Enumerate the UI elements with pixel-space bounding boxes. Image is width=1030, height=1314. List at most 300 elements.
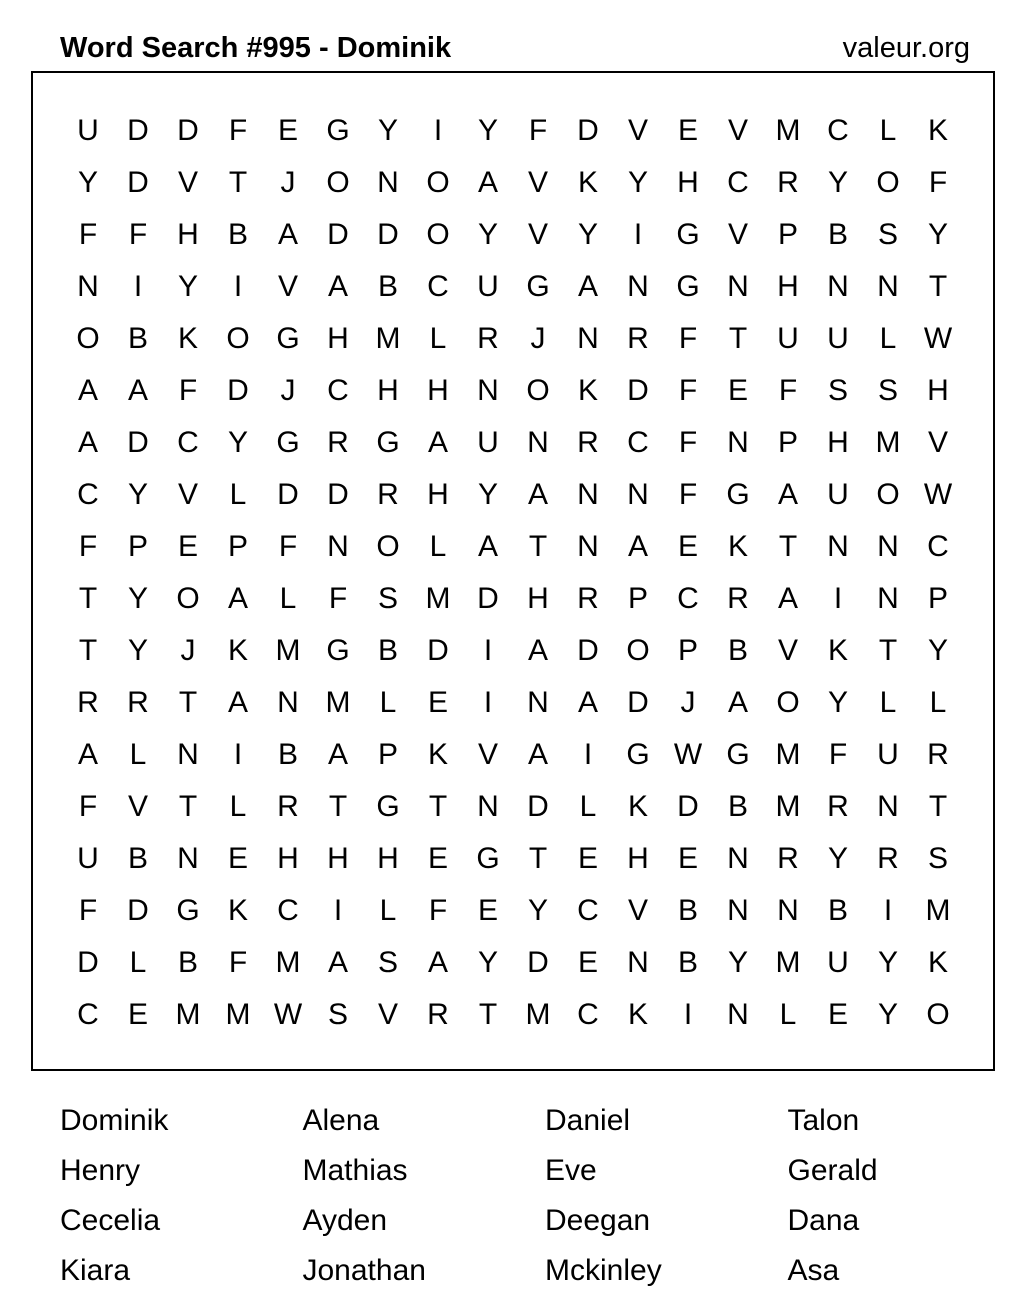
grid-cell: I xyxy=(233,738,243,771)
grid-cell: Y xyxy=(177,270,198,303)
grid-cell: N xyxy=(877,270,899,303)
grid-cell: C xyxy=(277,894,299,927)
grid-cell: O xyxy=(76,322,100,355)
grid-cell: H xyxy=(777,270,799,303)
grid-cell: V xyxy=(377,998,398,1031)
grid-cell: K xyxy=(627,998,648,1031)
grid-cell: N xyxy=(627,946,649,979)
grid-cell: H xyxy=(377,842,399,875)
puzzle-title: Word Search #995 - Dominik xyxy=(60,32,452,64)
grid-cell: E xyxy=(827,998,848,1031)
grid-cell: P xyxy=(777,426,798,459)
grid-cell: T xyxy=(328,790,348,823)
grid-cell: O xyxy=(326,166,350,199)
grid-cell: D xyxy=(427,634,449,667)
grid-cell: H xyxy=(177,218,199,251)
grid-cell: E xyxy=(277,114,298,147)
grid-cell: A xyxy=(527,478,548,511)
grid-cell: D xyxy=(577,114,599,147)
grid-cell: H xyxy=(427,478,449,511)
grid-cell: W xyxy=(923,478,953,511)
word-list-item: Kiara xyxy=(60,1254,131,1287)
grid-cell: Y xyxy=(377,114,398,147)
grid-cell: B xyxy=(277,738,298,771)
grid-cell: A xyxy=(327,270,348,303)
grid-cell: D xyxy=(377,218,399,251)
grid-cell: N xyxy=(727,426,749,459)
grid-cell: K xyxy=(427,738,448,771)
grid-cell: F xyxy=(528,114,548,147)
grid-cell: I xyxy=(133,270,143,303)
word-list-item: Talon xyxy=(787,1104,860,1137)
grid-cell: C xyxy=(77,998,99,1031)
grid-cell: C xyxy=(327,374,349,407)
grid-cell: K xyxy=(927,946,948,979)
grid-cell: R xyxy=(127,686,149,719)
word-list-item: Henry xyxy=(60,1154,141,1187)
grid-cell: E xyxy=(677,842,698,875)
grid-cell: M xyxy=(425,582,451,615)
grid-cell: O xyxy=(876,478,900,511)
grid-cell: H xyxy=(627,842,649,875)
grid-cell: S xyxy=(877,374,898,407)
grid-cell: A xyxy=(577,270,598,303)
grid-cell: S xyxy=(327,998,348,1031)
grid-cell: L xyxy=(929,686,947,719)
grid-cell: L xyxy=(879,686,897,719)
grid-cell: U xyxy=(477,270,499,303)
grid-cell: K xyxy=(927,114,948,147)
grid-cell: C xyxy=(677,582,699,615)
grid-cell: F xyxy=(428,894,448,927)
grid-cell: B xyxy=(727,634,748,667)
grid-cell: E xyxy=(677,114,698,147)
grid-cell: R xyxy=(827,790,849,823)
grid-cell: P xyxy=(677,634,698,667)
grid-cell: N xyxy=(877,530,899,563)
grid-cell: V xyxy=(177,166,198,199)
grid-cell: P xyxy=(627,582,648,615)
grid-cell: S xyxy=(377,582,398,615)
grid-cell: K xyxy=(177,322,198,355)
grid-cell: N xyxy=(877,790,899,823)
grid-cell: B xyxy=(227,218,248,251)
grid-cell: D xyxy=(127,894,149,927)
grid-cell: F xyxy=(278,530,298,563)
grid-cell: R xyxy=(477,322,499,355)
grid-cell: L xyxy=(229,478,247,511)
puzzle-header xyxy=(60,28,970,68)
grid-cell: V xyxy=(177,478,198,511)
grid-cell: C xyxy=(727,166,749,199)
grid-cell: V xyxy=(277,270,298,303)
grid-cell: U xyxy=(777,322,799,355)
grid-cell: N xyxy=(827,270,849,303)
grid-cell: U xyxy=(77,842,99,875)
grid-cell: T xyxy=(178,686,198,719)
grid-cell: M xyxy=(775,790,801,823)
grid-cell: L xyxy=(229,790,247,823)
grid-cell: C xyxy=(427,270,449,303)
grid-cell: G xyxy=(276,322,300,355)
grid-cell: F xyxy=(678,322,698,355)
grid-cell: Y xyxy=(577,218,598,251)
grid-cell: C xyxy=(927,530,949,563)
grid-cell: V xyxy=(127,790,148,823)
grid-cell: U xyxy=(477,426,499,459)
grid-cell: L xyxy=(379,686,397,719)
grid-cell: D xyxy=(327,478,349,511)
grid-cell: G xyxy=(326,634,350,667)
grid-cell: R xyxy=(77,686,99,719)
grid-cell: N xyxy=(627,270,649,303)
grid-cell: V xyxy=(777,634,798,667)
grid-cell: D xyxy=(527,946,549,979)
grid-cell: Y xyxy=(77,166,98,199)
grid-cell: O xyxy=(776,686,800,719)
grid-cell: B xyxy=(677,894,698,927)
word-list-item: Gerald xyxy=(787,1154,878,1187)
grid-cell: T xyxy=(178,790,198,823)
grid-cell: G xyxy=(726,478,750,511)
grid-cell: H xyxy=(277,842,299,875)
grid-cell: W xyxy=(673,738,703,771)
grid-cell: Y xyxy=(127,634,148,667)
grid-cell: T xyxy=(428,790,448,823)
grid-cell: A xyxy=(477,530,498,563)
grid-cell: U xyxy=(877,738,899,771)
grid-cell: N xyxy=(77,270,99,303)
grid-cell: D xyxy=(677,790,699,823)
grid-cell: A xyxy=(777,582,798,615)
grid-cell: A xyxy=(77,374,98,407)
grid-cell: R xyxy=(277,790,299,823)
grid-cell: A xyxy=(127,374,148,407)
grid-cell: M xyxy=(375,322,401,355)
grid-cell: N xyxy=(577,478,599,511)
grid-cell: C xyxy=(177,426,199,459)
grid-cell: G xyxy=(676,270,700,303)
grid-cell: V xyxy=(727,218,748,251)
grid-cell: E xyxy=(477,894,498,927)
grid-cell: R xyxy=(427,998,449,1031)
grid-cell: O xyxy=(426,166,450,199)
grid-cell: P xyxy=(777,218,798,251)
grid-cell: E xyxy=(227,842,248,875)
grid-cell: A xyxy=(277,218,298,251)
grid-cell: Y xyxy=(127,582,148,615)
grid-cell: G xyxy=(476,842,500,875)
grid-cell: T xyxy=(528,842,548,875)
grid-cell: Y xyxy=(527,894,548,927)
grid-cell: M xyxy=(225,998,251,1031)
grid-cell: A xyxy=(627,530,648,563)
grid-cell: Y xyxy=(827,686,848,719)
grid-cell: K xyxy=(227,634,248,667)
grid-cell: U xyxy=(827,322,849,355)
grid-cell: B xyxy=(827,894,848,927)
grid-cell: O xyxy=(626,634,650,667)
grid-cell: K xyxy=(827,634,848,667)
grid-cell: N xyxy=(777,894,799,927)
grid-cell: M xyxy=(925,894,951,927)
grid-cell: Y xyxy=(927,634,948,667)
grid-cell: G xyxy=(376,790,400,823)
grid-cell: L xyxy=(879,322,897,355)
grid-cell: N xyxy=(577,322,599,355)
grid-cell: F xyxy=(678,374,698,407)
grid-cell: A xyxy=(577,686,598,719)
grid-cell: M xyxy=(775,114,801,147)
grid-cell: D xyxy=(127,114,149,147)
grid-cell: N xyxy=(727,842,749,875)
grid-cell: R xyxy=(627,322,649,355)
grid-cell: F xyxy=(678,426,698,459)
grid-cell: J xyxy=(280,166,296,199)
grid-cell: J xyxy=(280,374,296,407)
grid-cell: Y xyxy=(877,946,898,979)
grid-cell: R xyxy=(377,478,399,511)
grid-cell: G xyxy=(276,426,300,459)
grid-cell: N xyxy=(377,166,399,199)
grid-cell: I xyxy=(833,582,843,615)
grid-cell: S xyxy=(877,218,898,251)
grid-cell: G xyxy=(626,738,650,771)
grid-cell: J xyxy=(680,686,696,719)
grid-cell: T xyxy=(528,530,548,563)
grid-cell: D xyxy=(277,478,299,511)
grid-cell: C xyxy=(77,478,99,511)
grid-cell: I xyxy=(233,270,243,303)
grid-cell: O xyxy=(876,166,900,199)
grid-cell: P xyxy=(927,582,948,615)
grid-cell: M xyxy=(525,998,551,1031)
word-list-item: Jonathan xyxy=(302,1254,426,1287)
grid-cell: U xyxy=(77,114,99,147)
grid-cell: E xyxy=(177,530,198,563)
grid-cell: R xyxy=(727,582,749,615)
grid-cell: O xyxy=(376,530,400,563)
grid-cell: N xyxy=(477,374,499,407)
grid-cell: P xyxy=(127,530,148,563)
grid-cell: O xyxy=(226,322,250,355)
grid-cell: F xyxy=(78,790,98,823)
grid-cell: T xyxy=(878,634,898,667)
grid-cell: O xyxy=(426,218,450,251)
grid-cell: A xyxy=(227,582,248,615)
grid-cell: S xyxy=(927,842,948,875)
grid-cell: N xyxy=(327,530,349,563)
grid-cell: D xyxy=(127,426,149,459)
grid-cell: F xyxy=(78,894,98,927)
word-list-item: Dana xyxy=(787,1204,860,1237)
grid-cell: N xyxy=(527,686,549,719)
grid-cell: K xyxy=(577,374,598,407)
grid-cell: O xyxy=(176,582,200,615)
grid-cell: W xyxy=(923,322,953,355)
grid-cell: T xyxy=(78,634,98,667)
grid-cell: G xyxy=(326,114,350,147)
grid-cell: N xyxy=(827,530,849,563)
grid-cell: L xyxy=(129,946,147,979)
grid-cell: R xyxy=(777,842,799,875)
grid-cell: H xyxy=(827,426,849,459)
grid-cell: A xyxy=(327,738,348,771)
grid-cell: A xyxy=(527,738,548,771)
grid-cell: N xyxy=(627,478,649,511)
grid-cell: D xyxy=(627,686,649,719)
grid-cell: N xyxy=(727,998,749,1031)
grid-cell: K xyxy=(227,894,248,927)
word-list-item: Dominik xyxy=(60,1104,169,1137)
grid-cell: F xyxy=(228,946,248,979)
grid-cell: K xyxy=(627,790,648,823)
grid-cell: E xyxy=(427,686,448,719)
grid-cell: B xyxy=(827,218,848,251)
grid-cell: Y xyxy=(927,218,948,251)
grid-cell: L xyxy=(379,894,397,927)
grid-cell: T xyxy=(928,270,948,303)
grid-cell: D xyxy=(327,218,349,251)
grid-cell: A xyxy=(427,946,448,979)
word-list-item: Ayden xyxy=(302,1204,388,1237)
grid-cell: F xyxy=(778,374,798,407)
grid-cell: N xyxy=(577,530,599,563)
grid-cell: T xyxy=(78,582,98,615)
word-list-item: Eve xyxy=(545,1154,597,1187)
grid-cell: B xyxy=(377,270,398,303)
grid-cell: J xyxy=(530,322,546,355)
grid-cell: U xyxy=(827,478,849,511)
grid-cell: K xyxy=(727,530,748,563)
grid-cell: F xyxy=(828,738,848,771)
grid-cell: N xyxy=(527,426,549,459)
grid-cell: B xyxy=(727,790,748,823)
grid-cell: A xyxy=(427,426,448,459)
grid-cell: E xyxy=(727,374,748,407)
grid-cell: E xyxy=(577,946,598,979)
grid-cell: N xyxy=(177,738,199,771)
grid-cell: N xyxy=(277,686,299,719)
grid-cell: H xyxy=(677,166,699,199)
grid-cell: B xyxy=(127,842,148,875)
word-list-item: Cecelia xyxy=(60,1204,161,1237)
grid-cell: M xyxy=(875,426,901,459)
grid-cell: I xyxy=(683,998,693,1031)
grid-cell: I xyxy=(483,686,493,719)
grid-cell: V xyxy=(727,114,748,147)
grid-cell: F xyxy=(128,218,148,251)
word-list xyxy=(60,1096,1030,1296)
grid-cell: N xyxy=(727,270,749,303)
grid-cell: Y xyxy=(627,166,648,199)
grid-cell: Y xyxy=(477,946,498,979)
grid-cell: C xyxy=(577,894,599,927)
grid-cell: E xyxy=(677,530,698,563)
grid-cell: I xyxy=(433,114,443,147)
grid-cell: N xyxy=(177,842,199,875)
grid-cell: E xyxy=(127,998,148,1031)
grid-cell: C xyxy=(577,998,599,1031)
grid-cell: V xyxy=(627,114,648,147)
grid-cell: H xyxy=(427,374,449,407)
grid-cell: H xyxy=(527,582,549,615)
word-list-item: Deegan xyxy=(545,1204,651,1237)
grid-cell: F xyxy=(78,530,98,563)
grid-cell: A xyxy=(77,426,98,459)
grid-cell: T xyxy=(728,322,748,355)
grid-cell: S xyxy=(827,374,848,407)
grid-cell: Y xyxy=(477,478,498,511)
grid-cell: V xyxy=(527,218,548,251)
grid-cell: T xyxy=(778,530,798,563)
grid-cell: L xyxy=(779,998,797,1031)
grid-cell: R xyxy=(577,582,599,615)
grid-cell: D xyxy=(627,374,649,407)
grid-cell: V xyxy=(477,738,498,771)
grid-cell: O xyxy=(926,998,950,1031)
grid-cell: G xyxy=(176,894,200,927)
grid-cell: L xyxy=(429,322,447,355)
grid-cell: E xyxy=(427,842,448,875)
grid-cell: V xyxy=(927,426,948,459)
grid-cell: R xyxy=(777,166,799,199)
grid-cell: F xyxy=(178,374,198,407)
grid-cell: J xyxy=(180,634,196,667)
grid-cell: U xyxy=(827,946,849,979)
grid-cell: R xyxy=(927,738,949,771)
grid-cell: M xyxy=(775,946,801,979)
grid-cell: A xyxy=(777,478,798,511)
grid-cell: A xyxy=(77,738,98,771)
word-list-item: Mckinley xyxy=(545,1254,662,1287)
grid-cell: Y xyxy=(127,478,148,511)
grid-cell: F xyxy=(228,114,248,147)
grid-cell: D xyxy=(77,946,99,979)
grid-cell: I xyxy=(633,218,643,251)
grid-cell: D xyxy=(127,166,149,199)
grid-cell: L xyxy=(429,530,447,563)
grid-cell: W xyxy=(273,998,303,1031)
grid-cell: A xyxy=(727,686,748,719)
grid-cell: T xyxy=(228,166,248,199)
grid-cell: A xyxy=(527,634,548,667)
grid-cell: V xyxy=(627,894,648,927)
grid-cell: S xyxy=(377,946,398,979)
grid-cell: D xyxy=(577,634,599,667)
grid-cell: N xyxy=(727,894,749,927)
grid-cell: K xyxy=(577,166,598,199)
grid-cell: A xyxy=(477,166,498,199)
grid-cell: A xyxy=(327,946,348,979)
grid-cell: Y xyxy=(227,426,248,459)
grid-cell: M xyxy=(175,998,201,1031)
grid-cell: A xyxy=(227,686,248,719)
grid-cell: G xyxy=(526,270,550,303)
grid-cell: G xyxy=(726,738,750,771)
grid-cell: D xyxy=(227,374,249,407)
grid-cell: E xyxy=(577,842,598,875)
grid-cell: B xyxy=(377,634,398,667)
grid-cell: R xyxy=(877,842,899,875)
grid-cell: B xyxy=(177,946,198,979)
grid-cell: F xyxy=(328,582,348,615)
grid-cell: T xyxy=(478,998,498,1031)
grid-cell: L xyxy=(129,738,147,771)
grid-cell: L xyxy=(879,114,897,147)
letter-grid xyxy=(63,105,963,1041)
grid-cell: N xyxy=(877,582,899,615)
